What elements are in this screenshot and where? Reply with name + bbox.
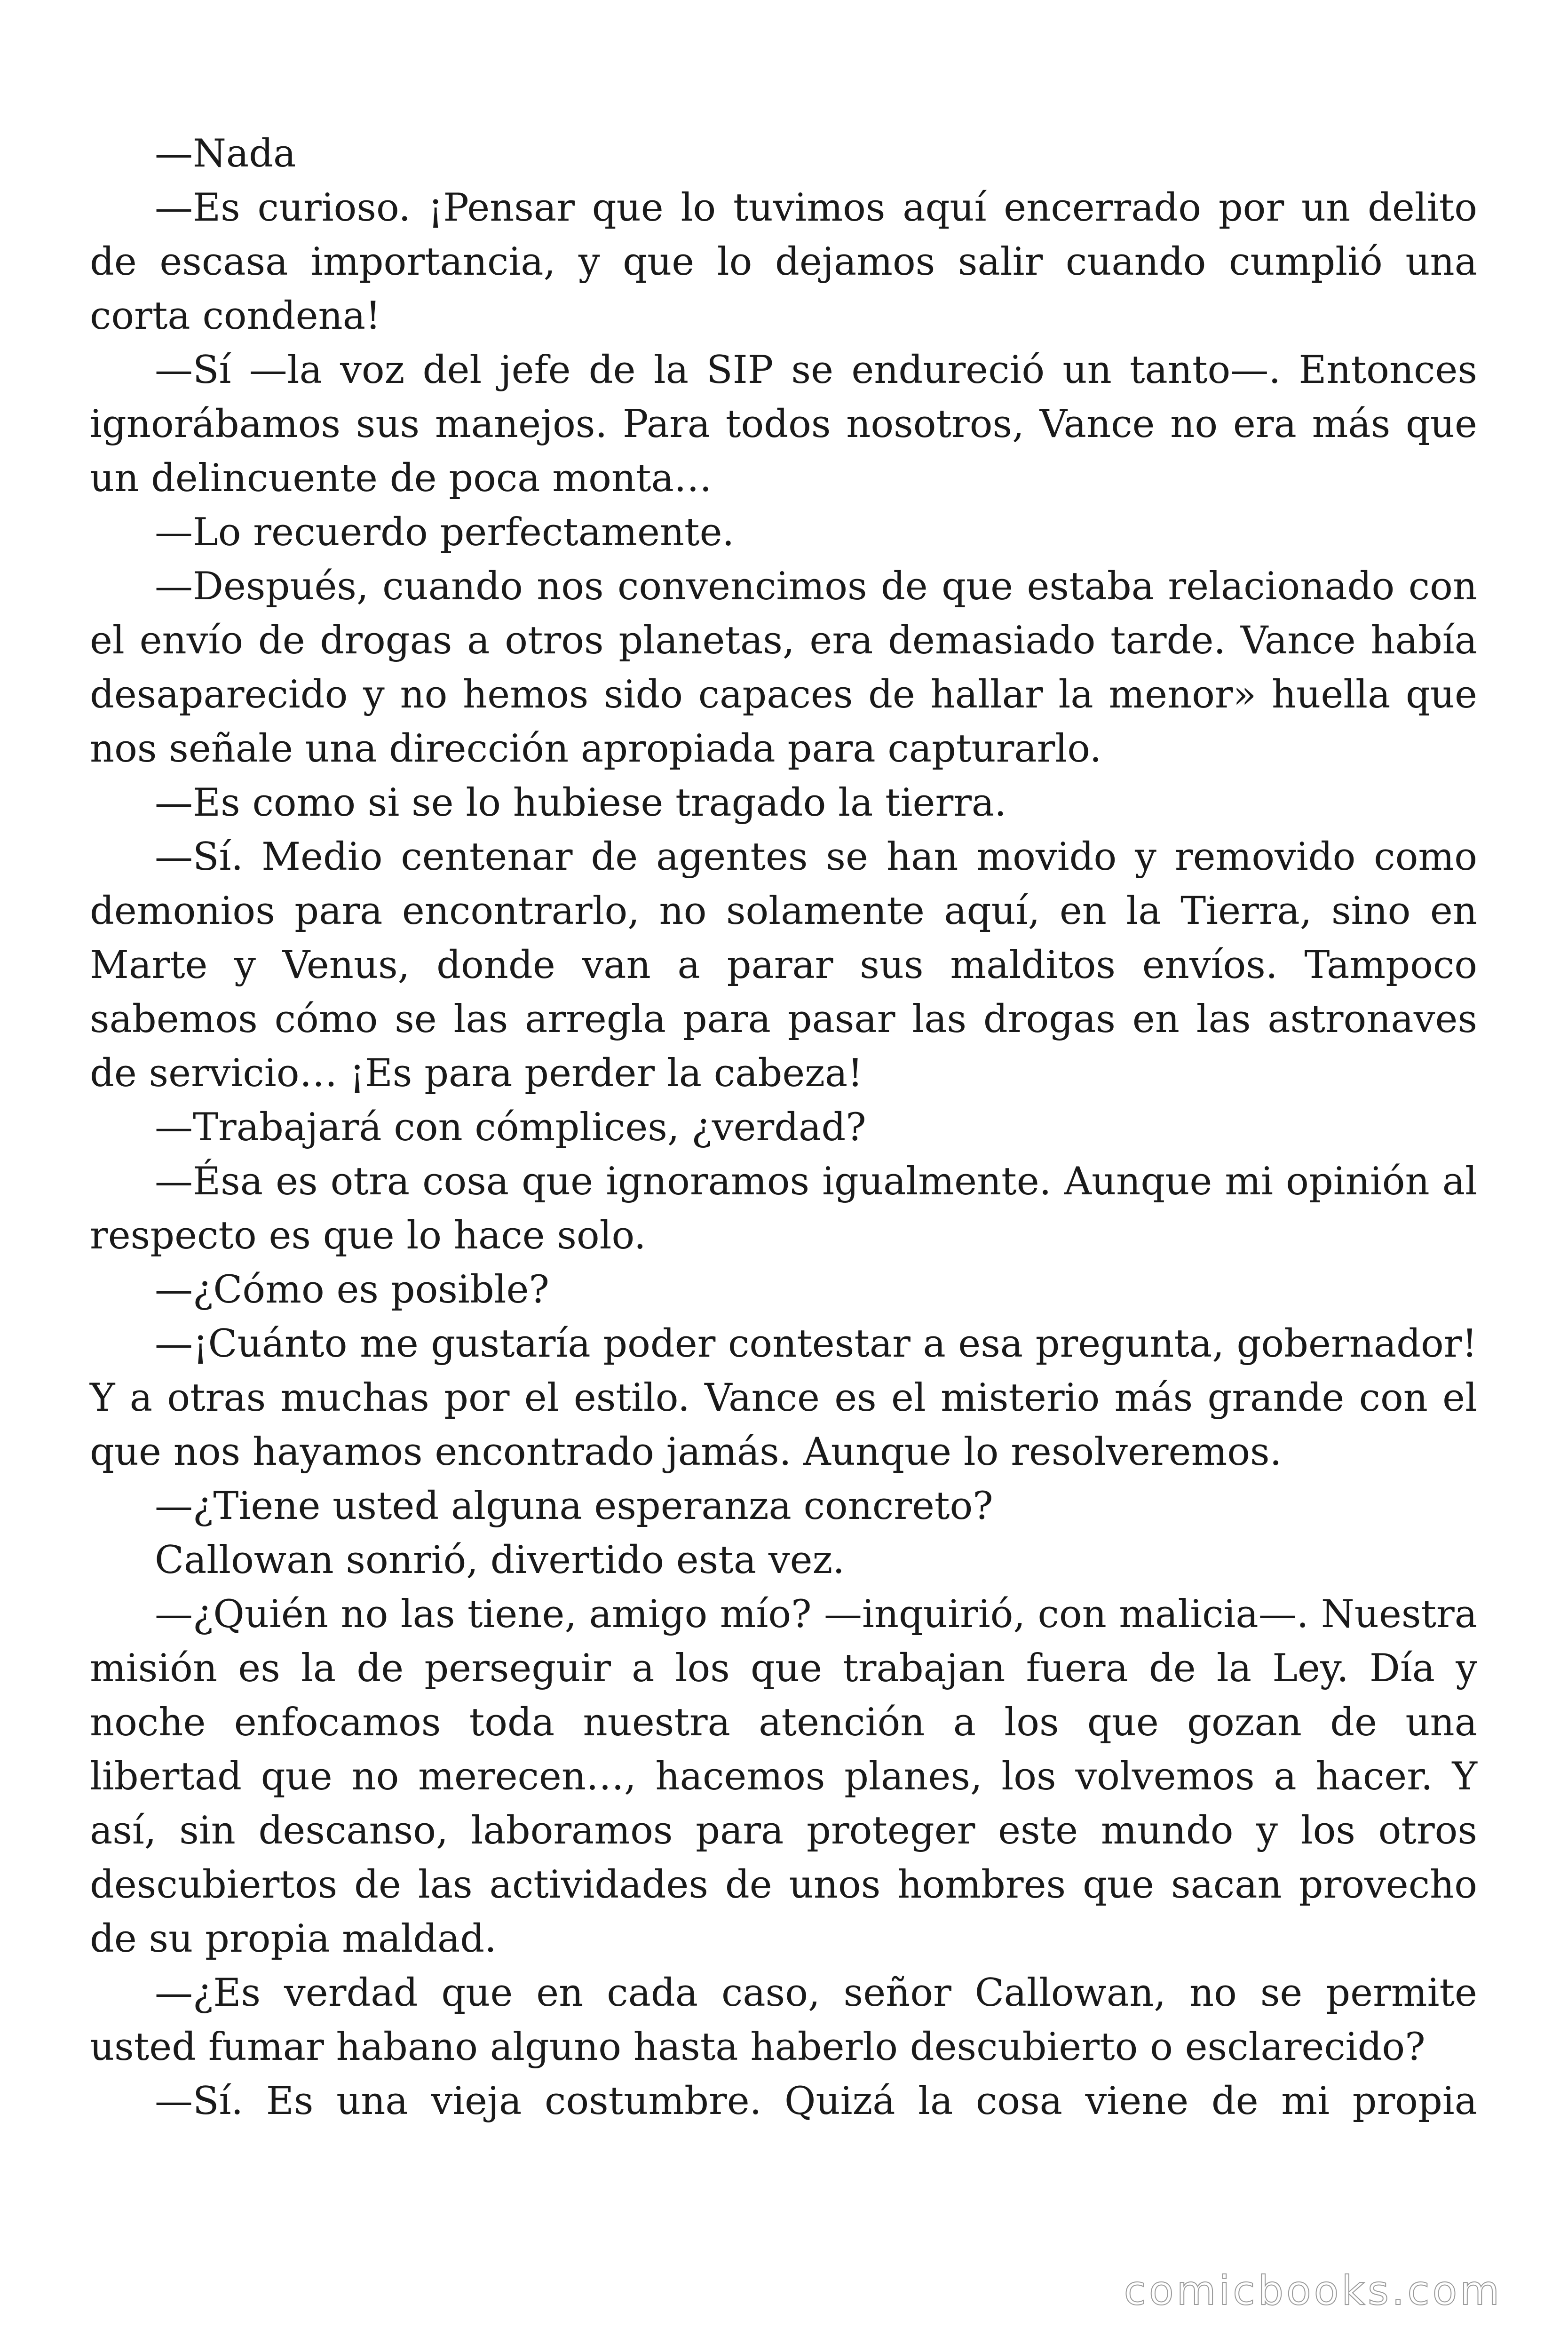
paragraph: —¿Quién no las tiene, amigo mío? —inquirió, con malicia—. Nuestra misión es la de perseguir a los que trabajan fuera de la Ley. Día y noche enfocamos toda nuestra atención a los que gozan de una libertad que no merecen…, hacemos planes, los volvemos a hacer. Y así, sin descanso, laboramos para proteger este mundo y los otros descubiertos de las actividades de unos hombres que sacan provecho de su propia maldad. (90, 1592, 1477, 1961)
paragraph: —Ésa es otra cosa que ignoramos igualmente. Aunque mi opinión al respecto es que lo hace solo. (90, 1160, 1477, 1258)
paragraph: —¿Cómo es posible? (155, 1268, 549, 1312)
paragraph: —Es curioso. ¡Pensar que lo tuvimos aquí encerrado por un delito de escasa importancia, y que lo dejamos salir cuando cumplió una corta condena! (90, 186, 1477, 338)
paragraph: Callowan sonrió, divertido esta vez. (155, 1538, 845, 1582)
watermark-text: comicbooks.com (1124, 2267, 1502, 2314)
page-text (90, 127, 1477, 2129)
paragraph: —Sí —la voz del jefe de la SIP se endureció un tanto—. Entonces ignorábamos sus manejos. Para todos nosotros, Vance no era más que un delincuente de poca monta… (90, 348, 1477, 501)
paragraph: —Trabajará con cómplices, ¿verdad? (155, 1105, 866, 1150)
paragraph: —Después, cuando nos convencimos de que estaba relacionado con el envío de drogas a otros planetas, era demasiado tarde. Vance había desaparecido y no hemos sido capaces de hallar la menor» huella que nos señale una dirección apropiada para capturarlo. (90, 564, 1477, 771)
paragraph: —¿Es verdad que en cada caso, señor Callowan, no se permite usted fumar habano alguno hasta haberlo descubierto o esclarecido? (90, 1971, 1477, 2069)
paragraph: —Sí. Es una vieja costumbre. Quizá la cosa viene de mi propia (155, 2079, 1477, 2123)
paragraph: —Nada (155, 132, 296, 176)
paragraph: —Es como si se lo hubiese tragado la tierra. (155, 781, 1006, 825)
paragraph: —Sí. Medio centenar de agentes se han movido y removido como demonios para encontrarlo, no solamente aquí, en la Tierra, sino en Marte y Venus, donde van a parar sus malditos envíos. Tampoco sabemos cómo se las arregla para pasar las drogas en las astronaves de servicio… ¡Es para perder la cabeza! (90, 835, 1477, 1096)
paragraph: —¿Tiene usted alguna esperanza concreto? (155, 1484, 993, 1528)
paragraph: —¡Cuánto me gustaría poder contestar a esa pregunta, gobernador! Y a otras muchas por el estilo. Vance es el misterio más grande con el que nos hayamos encontrado jamás. Aunque lo resolveremos. (90, 1322, 1477, 1474)
paragraph: —Lo recuerdo perfectamente. (155, 510, 735, 555)
